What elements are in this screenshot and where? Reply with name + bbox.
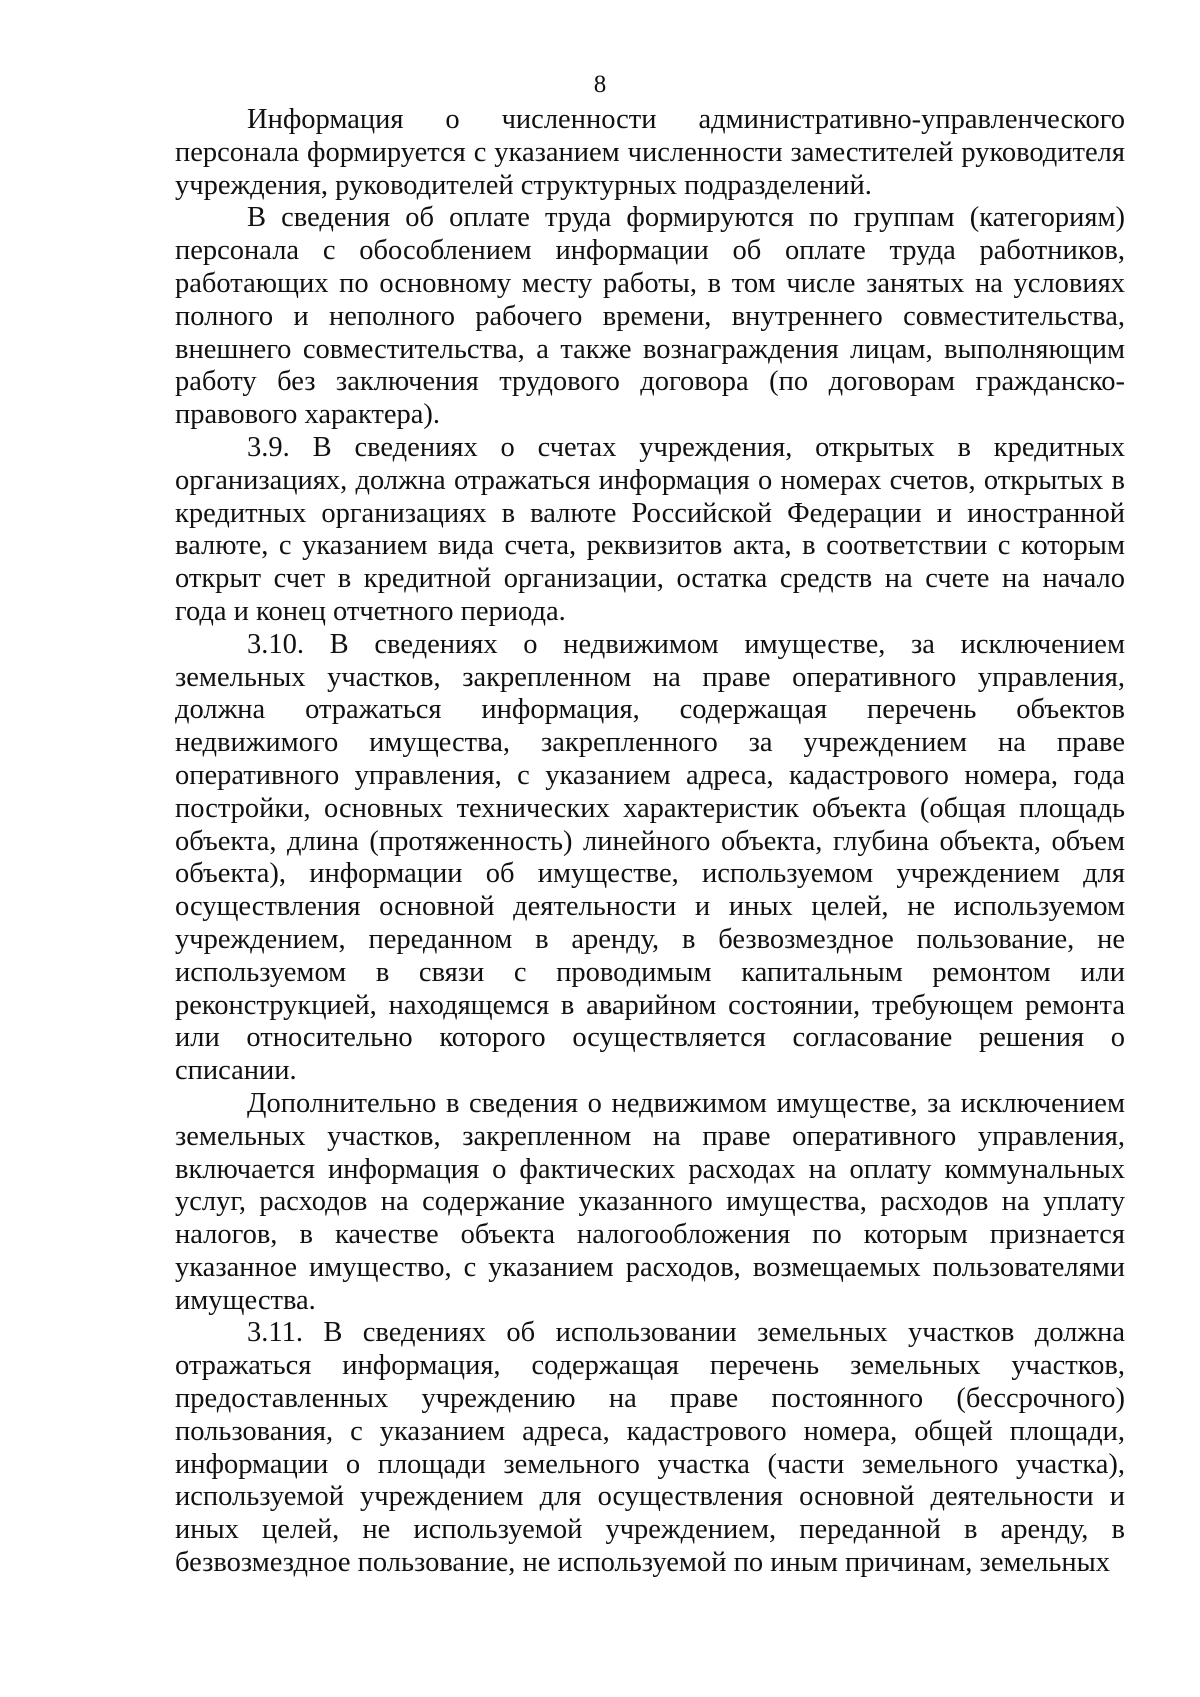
page-number: 8: [593, 71, 607, 98]
paragraph-3-10-real-estate: 3.10. В сведениях о недвижимом имуществе, за исключением земельных участков, закрепленном на праве оперативного управления, должна отражаться информация, содержащая перечень объектов недвижимого имущества, закрепленного за учреждением на праве оперативного управления, с указанием адреса, кадастрового номера, года постройки, основных технических характеристик объекта (общая площадь объекта, длина (протяженность) линейного объекта, глубина объекта, объем объекта), информации об имуществе, используемом учреждением для осуществления основной деятельности и иных целей, не используемом учреждением, переданном в аренду, в безвозмездное пользование, не используемом в связи с проводимым капитальным ремонтом или реконструкцией, находящемся в аварийном состоянии, требующем ремонта или относительно которого осуществляется согласование решения о списании.: [175, 628, 1125, 1087]
paragraph-admin-staff: Информация о численности административно-управленческого персонала формируется с указанием численности заместителей руководителя учреждения, руководителей структурных подразделений.: [175, 104, 1125, 201]
paragraph-3-9-accounts: 3.9. В сведениях о счетах учреждения, открытых в кредитных организациях, должна отражаться информация о номерах счетов, открытых в кредитных организациях в валюте Российской Федерации и иностранной валюте, с указанием вида счета, реквизитов акта, в соответствии с которым открыт счет в кредитной организации, остатка средств на счете на начало года и конец отчетного периода.: [175, 431, 1125, 627]
document-body: [175, 104, 1125, 1580]
paragraph-payroll: В сведения об оплате труда формируются по группам (категориям) персонала с обособлением информации об оплате труда работников, работающих по основному месту работы, в том числе занятых на условиях полного и неполного рабочего времени, внутреннего совместительства, внешнего совместительства, а также вознаграждения лицам, выполняющим работу без заключения трудового договора (по договорам гражданско-правового характера).: [175, 202, 1125, 431]
paragraph-real-estate-expenses: Дополнительно в сведения о недвижимом имуществе, за исключением земельных участков, закрепленном на праве оперативного управления, включается информация о фактических расходах на оплату коммунальных услуг, расходов на содержание указанного имущества, расходов на уплату налогов, в качестве объекта налогообложения по которым признается указанное имущество, с указанием расходов, возмещаемых пользователями имущества.: [175, 1087, 1125, 1316]
paragraph-3-11-land-plots: 3.11. В сведениях об использовании земельных участков должна отражаться информация, содержащая перечень земельных участков, предоставленных учреждению на праве постоянного (бессрочного) пользования, с указанием адреса, кадастрового номера, общей площади, информации о площади земельного участка (части земельного участка), используемой учреждением для осуществления основной деятельности и иных целей, не используемой учреждением, переданной в аренду, в безвозмездное пользование, не используемой по иным причинам, земельных: [175, 1317, 1125, 1579]
